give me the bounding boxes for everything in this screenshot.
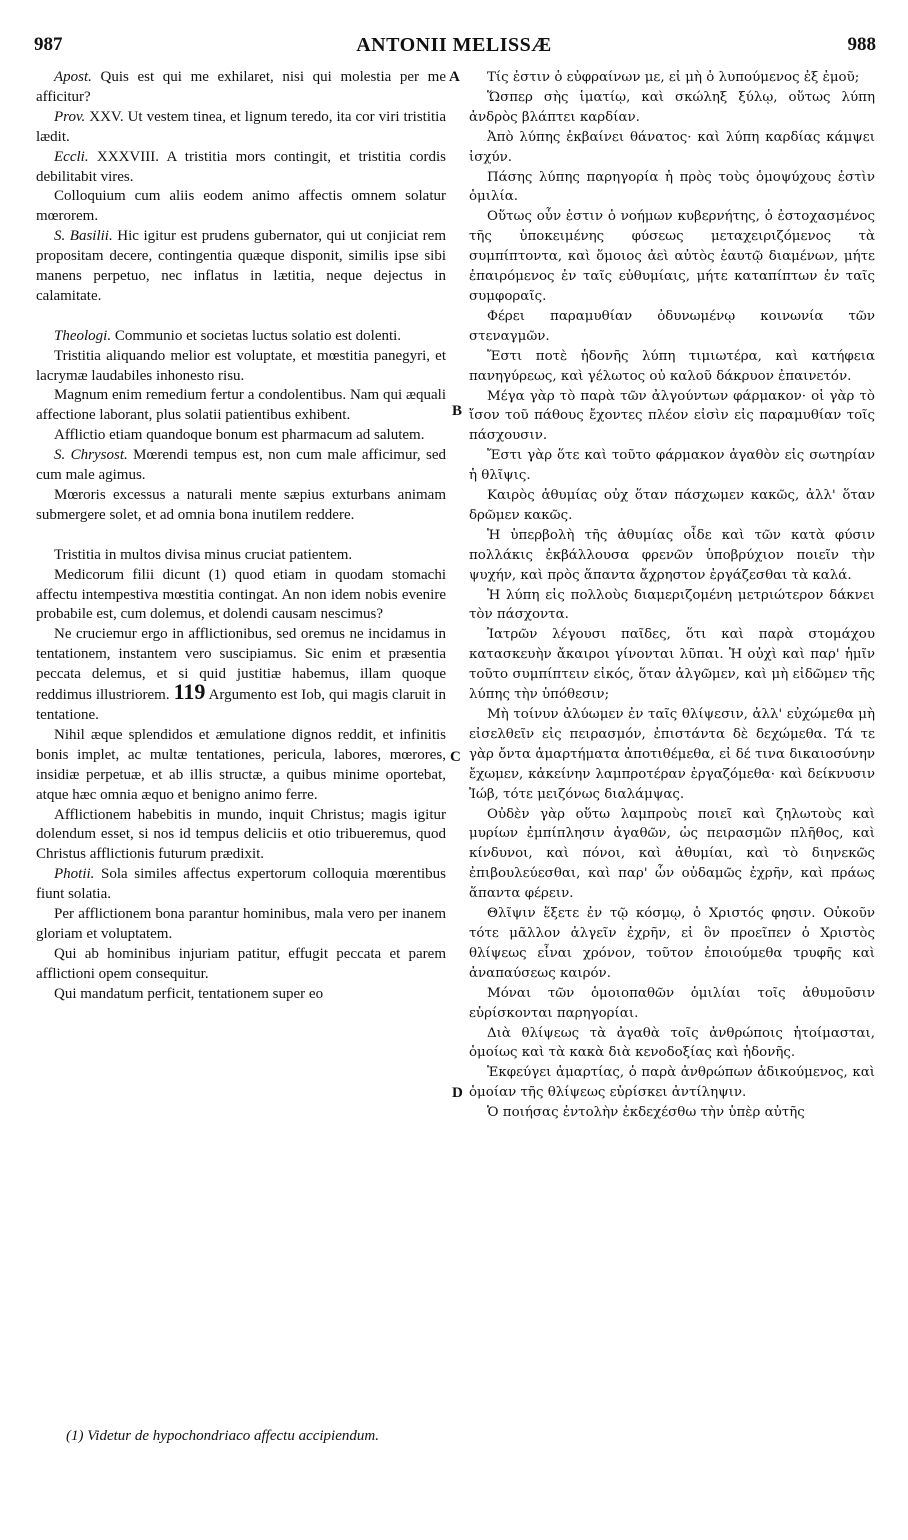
section-marker-b: B: [452, 403, 463, 419]
greek-paragraph: Ἡ ὑπερβολὴ τῆς ἀθυμίας οἶδε καὶ τῶν κατὰ φύσιν πολλάκις ἐκβάλλουσα φρενῶν ὑποβρύχιον ποιεῖν τὴν ψυχήν, καὶ πρὸς ἅπαντα ἄχρηστον ἐργάζεσθαι τὰ καλά.: [469, 527, 875, 583]
greek-paragraph: Διὰ θλίψεως τὰ ἀγαθὰ τοῖς ἀνθρώποις ἡτοίμασται, ὁμοίως καὶ τὰ κακὰ διὰ κενοδοξίας καὶ ἡδονῆς.: [469, 1025, 875, 1061]
greek-paragraph: Μόναι τῶν ὁμοιοπαθῶν ὁμιλίαι τοῖς ἀθυμοῦσιν εὑρίσκονται παρηγορίαι.: [469, 985, 875, 1021]
greek-paragraph: Θλῖψιν ἕξετε ἐν τῷ κόσμῳ, ὁ Χριστός φησιν. Οὐκοῦν τότε μᾶλλον ἀλγεῖν ἐχρῆν, εἰ ὃν προεῖπεν ὁ Χριστὸς θλίψεως εἶναι χρόνον, τοῦτον ἐποιούμεθα τρυφῆς καὶ ἀναπαύσεως καιρόν.: [469, 906, 875, 981]
latin-paragraph: Colloquium cum aliis eodem animo affectis omnem solatur mœrorem.: [36, 188, 446, 225]
latin-paragraph: Per afflictionem bona parantur hominibus, mala vero per inanem gloriam et voluptatem.: [36, 906, 446, 942]
latin-paragraph: Tristitia in multos divisa minus cruciat patientem.: [54, 546, 353, 563]
latin-paragraph: S. Basilii. Hic igitur est prudens gubernator, qui ut conjiciat rem propositam decere, contingentia quæque disponit, similis ipse sibi manens perpetuo, nec inflatus in lætitia, neque dejectus in calamitate.: [36, 228, 446, 304]
greek-paragraph: Ὥσπερ σὴς ἱματίῳ, καὶ σκώληξ ξύλῳ, οὕτως λύπη ἀνδρὸς βλάπτει καρδίαν.: [469, 89, 875, 125]
latin-paragraph: S. Chrysost. Mœrendi tempus est, non cum male afficimur, sed cum male agimus.: [36, 447, 446, 484]
page-number-right: 988: [847, 34, 876, 55]
latin-paragraph: Magnum enim remedium fertur a condolentibus. Nam qui æquali affectione laborant, plus solatii patientibus exhibent.: [36, 387, 446, 424]
latin-paragraph: Afflictionem habebitis in mundo, inquit Christus; magis igitur dolendum esset, si nos id tempus deliciis et otio tribueremus, quod Christus afflictionis futurum prædixit.: [36, 806, 446, 863]
spacer: [36, 307, 446, 327]
greek-paragraph: Ἡ λύπη εἰς πολλοὺς διαμεριζομένη μετριώτερον δάκνει τὸν πάσχοντα.: [469, 587, 875, 623]
latin-paragraph: Photii. Sola similes affectus expertorum colloquia mœrentibus fiunt solatia.: [36, 866, 446, 903]
greek-paragraph: Ἔστι ποτὲ ἡδονῆς λύπη τιμιωτέρα, καὶ κατήφεια πανηγύρεως, καὶ γέλωτος οὐ καλοῦ δάκρυον ἐπαινετόν.: [469, 348, 875, 384]
latin-column: [36, 68, 446, 1005]
page-number-left: 987: [34, 34, 63, 55]
latin-paragraph: Apost. Quis est qui me exhilaret, nisi qui molestia per me afficitur?: [36, 69, 446, 105]
greek-paragraph: Ἀπὸ λύπης ἐκβαίνει θάνατος· καὶ λύπη καρδίας κάμψει ἰσχύν.: [469, 129, 875, 165]
greek-paragraph: Μέγα γὰρ τὸ παρὰ τῶν ἀλγούντων φάρμακον· οἱ γὰρ τὸ ἴσον τοῦ πάθους ἔχοντες πλέον εἰσὶν εἰς παραμυθίαν τοῖς πάσχουσιν.: [469, 388, 875, 444]
latin-paragraph: Tristitia aliquando melior est voluptate, et mœstitia panegyri, et lacrymæ laudabiles inhonesto risu.: [36, 347, 446, 384]
greek-paragraph: Τίς ἐστιν ὁ εὐφραίνων με, εἰ μὴ ὁ λυπούμενος ἐξ ἐμοῦ;: [487, 70, 860, 85]
greek-paragraph: Μὴ τοίνυν ἀλύωμεν ἐν ταῖς θλίψεσιν, ἀλλ' εὐχώμεθα μὴ εἰσελθεῖν εἰς πειρασμόν, ἐπιστάντα δὲ δεχώμεθα. Τά τε γὰρ ὄντα ἁμαρτήματα ἀποτιθέμεθα, εἰ δέ τινα δικαιοσύνην ἔχωμεν, κἀκείνην λαμπροτέραν ἐργαζόμεθα· καὶ δείκνυσιν Ἰώβ, τότε μειζόνως διαλάμψας.: [469, 707, 875, 802]
column-number-119: 119: [173, 679, 206, 705]
latin-paragraph: Nihil æque splendidos et æmulatione dignos reddit, et infinitis bonis implet, ac multæ tentationes, pericula, labores, mœrores, insidiæ perpetuæ, et ab illis structæ, a quibus minime oportebat, atque hæc omnia æquo et benigno animo ferre.: [36, 726, 446, 803]
latin-paragraph: Afflictio etiam quandoque bonum est pharmacum ad salutem.: [54, 427, 425, 444]
running-title: ANTONII MELISSÆ: [356, 34, 552, 56]
greek-paragraph: Ἐκφεύγει ἁμαρτίας, ὁ παρὰ ἀνθρώπων ἀδικούμενος, καὶ ὁμοίαν τῆς θλίψεως εὑρίσκει ἀντίληψιν.: [469, 1065, 875, 1101]
greek-paragraph: Καιρὸς ἀθυμίας οὐχ ὅταν πάσχωμεν κακῶς, ἀλλ' ὅταν δρῶμεν κακῶς.: [469, 488, 875, 523]
latin-paragraph: Qui mandatum perficit, tentationem super eo: [54, 985, 324, 1002]
latin-paragraph: Qui ab hominibus injuriam patitur, effugit peccata et parem afflictioni opem consequitur.: [36, 945, 446, 982]
greek-paragraph: Οὕτως οὖν ἐστιν ὁ νοήμων κυβερνήτης, ὁ ἐστοχασμένος τῆς ὑποκειμένης φύσεως μεταχειριζόμενος τὰ συμπίπτοντα, καὶ ὅμοιος ἀεὶ αὐτὸς ἑαυτῷ διαμένων, μήτε ἐπαιρόμενος ἐν ταῖς εὐθυμίαις, μήτε καταπίπτων ἐν ταῖς συμφοραῖς.: [469, 209, 875, 304]
latin-paragraph: Eccli. XXXVIII. A tristitia mors contingit, et tristitia cordis debilitabit vires.: [36, 148, 446, 185]
greek-paragraph: Ἰατρῶν λέγουσι παῖδες, ὅτι καὶ παρὰ στομάχου κατασκευὴν ἄκαιροι γίνονται λῦπαι. Ἡ οὐχὶ καὶ παρ' ἡμῖν τοῦτο συμπίπτειν εἰκός, ὅταν ἀλγῶμεν, καὶ μὴ εἰδῶμεν τῆς λύπης τὴν ὑπόθεσιν;: [469, 627, 875, 703]
greek-paragraph: Φέρει παραμυθίαν ὀδυνωμένῳ κοινωνία τῶν στεναγμῶν.: [469, 308, 875, 344]
latin-paragraph: Theologi. Communio et societas luctus solatio est dolenti.: [54, 327, 402, 344]
latin-paragraph: Ne cruciemur ergo in afflictionibus, sed oremus ne incidamus in tentationem, instantem vero suscipiamus. Sic enim et præsentia peccata delemus, et si quid justitiæ habemus, illam quoque reddimus illustriorem. 119 Argumento est Iob, qui magis claruit in tentatione.: [36, 626, 447, 723]
spacer: [36, 526, 446, 546]
greek-paragraph: Ἔστι γὰρ ὅτε καὶ τοῦτο φάρμακον ἀγαθὸν εἰς σωτηρίαν ἡ θλῖψις.: [469, 448, 875, 484]
greek-column: [469, 68, 875, 1123]
section-marker-a: A: [449, 69, 460, 85]
section-marker-c: C: [450, 749, 461, 765]
latin-paragraph: Prov. XXV. Ut vestem tinea, et lignum teredo, ita cor viri tristitia lædit.: [36, 108, 446, 145]
section-marker-d: D: [452, 1085, 463, 1101]
greek-paragraph: Οὐδὲν γὰρ οὕτω λαμπροὺς ποιεῖ καὶ ζηλωτοὺς καὶ μυρίων ἐμπίπλησιν ἀγαθῶν, ὡς πειρασμῶν πλῆθος, καὶ κίνδυνοι, καὶ πόνοι, καὶ ἀθυμίαι, καὶ τὸ διηνεκῶς ἐπιβουλεύεσθαι, καὶ παρ' ὧν οὐδαμῶς ἐχρῆν, καὶ πράως ἅπαντα φέρειν.: [469, 806, 875, 902]
footnote: (1) Videtur de hypochondriaco affectu accipiendum.: [66, 1428, 379, 1444]
latin-paragraph: Medicorum filii dicunt (1) quod etiam in quodam stomachi affectu intempestiva mœstitia contingat. An non idem nobis evenire probabile est, cum dolemus, et dolendi causam nescimus?: [36, 566, 446, 623]
latin-paragraph: Mœroris excessus a naturali mente sæpius exturbans animam submergere solet, et ad omnia bona inutilem reddere.: [36, 487, 446, 523]
greek-paragraph: Πάσης λύπης παρηγορία ἡ πρὸς τοὺς ὁμοψύχους ἐστὶν ὁμιλία.: [469, 169, 875, 205]
greek-paragraph: Ὁ ποιήσας ἐντολὴν ἐκδεχέσθω τὴν ὑπὲρ αὐτῆς: [487, 1105, 805, 1121]
